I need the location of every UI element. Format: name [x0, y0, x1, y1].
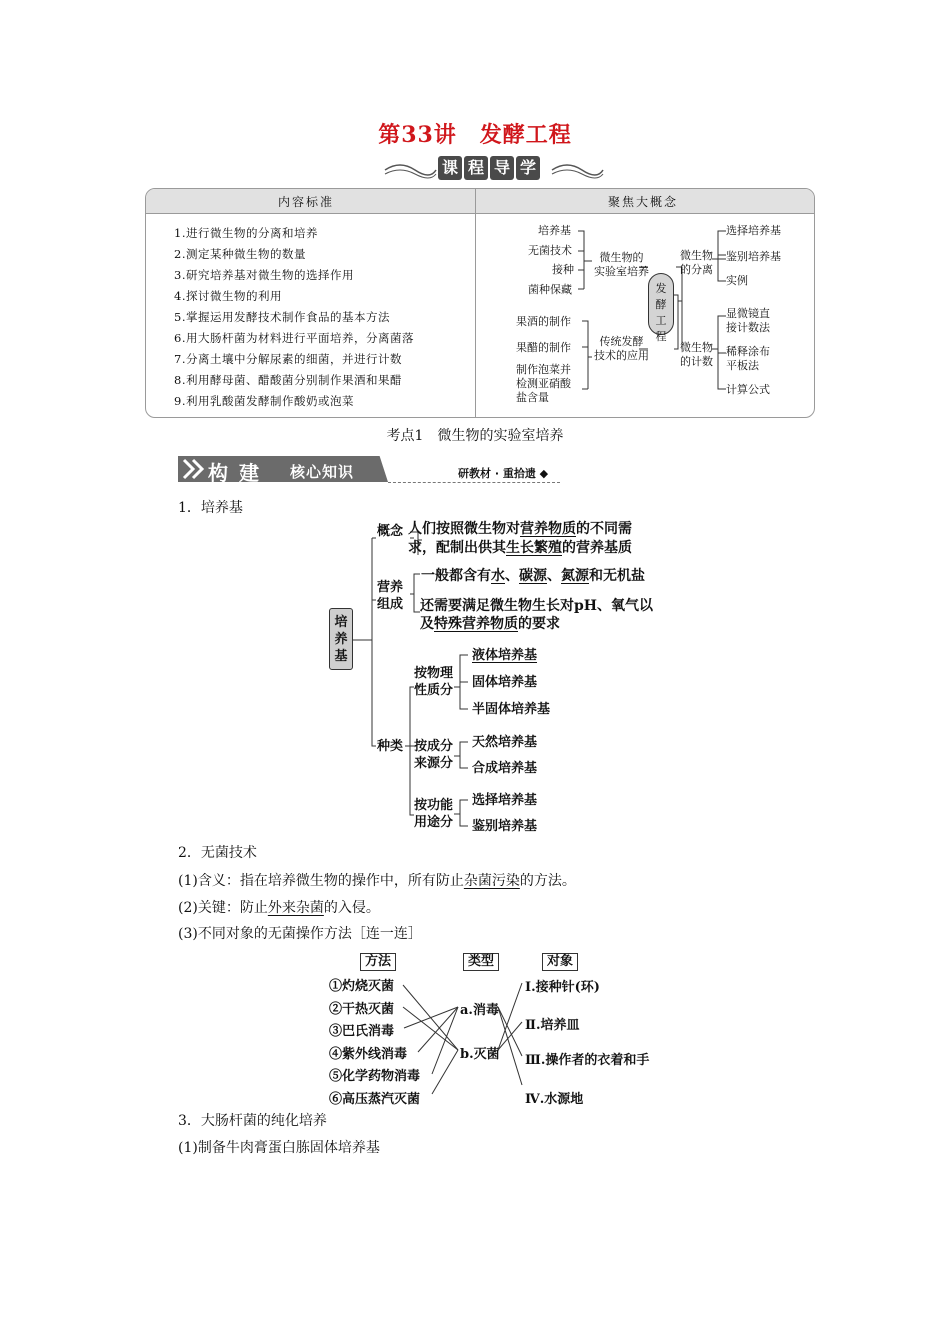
root-char: 培 [334, 615, 348, 630]
concept-text: 技术的应用 [594, 349, 649, 362]
s2-para1 [178, 870, 576, 890]
concept-selective-medium: 选择培养基 [726, 224, 781, 237]
method-item: ④紫外线消毒 [329, 1047, 408, 1062]
underlined-text: 特殊营养物质 [434, 616, 518, 632]
matching-lines [0, 970, 950, 1130]
s1-nutrition-line2: 还需要满足微生物生长对pH、氧气以 [420, 598, 654, 614]
s1-heading: 1．培养基 [178, 500, 243, 516]
underlined-text: 杂菌污染 [463, 873, 520, 889]
text-span: 、 [547, 568, 561, 584]
concept-example: 实例 [726, 274, 748, 287]
method-item: ⑥高压蒸汽灭菌 [329, 1092, 421, 1107]
concept-dilution-plate [726, 345, 770, 373]
concept-text: 稀释涂布 [726, 345, 770, 358]
s1-function-item: 选择培养基 [472, 793, 538, 808]
underlined-text: 营养物质 [520, 521, 576, 537]
concept-text: 微生物 [680, 341, 713, 354]
banner-char: 学 [516, 156, 540, 180]
label-line: 组成 [377, 597, 404, 612]
concept-culture-medium: 培养基 [538, 224, 571, 237]
label-line: 按成分 [414, 739, 454, 754]
s2-heading: 2．无菌技术 [178, 845, 257, 861]
match-header-object: 对象 [542, 953, 578, 971]
concept-vinegar: 果醋的制作 [516, 341, 571, 354]
text-span: 的不同需 [576, 521, 632, 537]
banner-char: 导 [490, 156, 514, 180]
concept-pickle [516, 363, 571, 405]
standard-item: 2.测定某种微生物的数量 [174, 247, 306, 261]
concept-separation [680, 249, 713, 277]
banner-char: 课 [438, 156, 462, 180]
bar-dashed-line [388, 482, 560, 483]
concept-text: 传统发酵 [599, 335, 644, 348]
concept-text: 酵 [655, 298, 667, 311]
s1-source-label [414, 738, 453, 772]
concept-text: 制作泡菜并 [516, 363, 571, 376]
label-line: 性质分 [414, 683, 454, 698]
standard-item: 7.分离土壤中分解尿素的细菌，并进行计数 [174, 352, 402, 366]
match-header-method: 方法 [360, 953, 396, 971]
standard-item: 8.利用酵母菌、醋酸菌分别制作果酒和果醋 [174, 373, 402, 387]
underlined-text: 外来杂菌 [267, 900, 324, 916]
object-item: Ⅰ.接种针(环) [525, 980, 600, 995]
s1-nutrition-label [377, 579, 403, 613]
text-span: 求，配制出供其 [408, 540, 506, 556]
s1-concept-label: 概念 [377, 524, 404, 539]
label-line: 按功能 [414, 798, 454, 813]
type-item: a.消毒 [460, 1003, 499, 1018]
concept-text: 程 [655, 330, 667, 343]
concept-text: 实验室培养 [594, 265, 649, 278]
standard-item: 5.掌握运用发酵技术制作食品的基本方法 [174, 310, 390, 324]
build-knowledge-bar [178, 456, 560, 486]
label-line: 来源分 [414, 756, 454, 771]
course-guide-label [438, 156, 550, 182]
s1-kind-label: 种类 [377, 739, 404, 754]
s1-physical-item: 固体培养基 [472, 675, 538, 690]
s1-concept-line2 [408, 540, 632, 557]
concept-text: 接计数法 [726, 321, 770, 334]
text-span: (1)含义：指在培养微生物的操作中，所有防止 [178, 873, 464, 889]
concept-text: 工 [655, 314, 667, 327]
s1-source-item: 合成培养基 [472, 761, 538, 776]
s1-concept-line1 [408, 521, 632, 538]
object-item: Ⅲ.操作者的衣着和手 [525, 1053, 650, 1068]
s1-physical-item: 半固体培养基 [472, 702, 551, 717]
concept-text: 的计数 [680, 355, 713, 368]
header-content-standard: 内容标准 [278, 195, 335, 209]
method-item: ⑤化学药物消毒 [329, 1069, 421, 1084]
text-span: 和无机盐 [589, 568, 645, 584]
standard-item: 6.用大肠杆菌为材料进行平面培养，分离菌落 [174, 331, 414, 345]
s3-para1: (1)制备牛肉膏蛋白胨固体培养基 [178, 1140, 380, 1156]
concept-lab-culture [594, 251, 649, 279]
s3-heading: 3．大肠杆菌的纯化培养 [178, 1113, 327, 1129]
object-item: Ⅱ.培养皿 [525, 1018, 580, 1033]
concept-traditional-fermentation [594, 335, 649, 363]
concept-counting [680, 341, 713, 369]
standard-item: 4.探讨微生物的利用 [174, 289, 282, 303]
underlined-text: 液体培养基 [472, 648, 538, 663]
method-item: ③巴氏消毒 [329, 1024, 395, 1039]
page-title: 第33讲 发酵工程 [378, 122, 572, 148]
concept-text: 微生物 [680, 249, 713, 262]
s1-physical-item [472, 647, 537, 664]
section-heading: 考点1 微生物的实验室培养 [386, 428, 564, 444]
s1-function-label [414, 797, 453, 831]
text-span: 一般都含有 [421, 568, 491, 584]
concept-text: 微生物的 [599, 251, 644, 264]
bar-subtitle: 核心知识 [290, 463, 355, 481]
concept-text: 检测亚硝酸 [516, 377, 571, 390]
root-char: 养 [334, 632, 348, 647]
concept-wine: 果酒的制作 [516, 315, 571, 328]
overview-table [145, 188, 815, 418]
s1-physical-label [414, 665, 453, 699]
concept-text: 显微镜直 [726, 307, 770, 320]
label-line: 营养 [377, 580, 404, 595]
course-guide-banner [0, 152, 950, 186]
type-item: b.灭菌 [460, 1047, 500, 1062]
concept-text: 平板法 [726, 359, 759, 372]
object-item: Ⅳ.水源地 [525, 1092, 584, 1107]
underlined-text: 生长繁殖 [506, 540, 562, 556]
banner-char: 程 [464, 156, 488, 180]
text-span: 的营养基质 [562, 540, 632, 556]
underlined-text: 碳源 [519, 568, 547, 584]
s1-nutrition-line3 [420, 616, 560, 633]
s2-para3: (3)不同对象的无菌操作方法［连一连］ [178, 926, 422, 942]
text-span: 的方法。 [519, 873, 576, 889]
concept-map-lines [146, 189, 814, 417]
text-span: 人们按照微生物对 [408, 521, 520, 537]
double-chevron-icon [180, 456, 210, 482]
bar-title: 构 建 [208, 461, 261, 485]
concept-differential-medium: 鉴别培养基 [726, 250, 781, 263]
concept-strain-storage: 菌种保藏 [528, 283, 572, 296]
underlined-text: 水 [491, 568, 505, 584]
text-span: (2)关键：防止 [178, 900, 268, 916]
concept-formula: 计算公式 [726, 383, 770, 396]
concept-text: 的分离 [680, 263, 713, 276]
standard-item: 9.利用乳酸菌发酵制作酸奶或泡菜 [174, 394, 354, 408]
s2-para2 [178, 897, 380, 917]
s1-nutrition-line1 [421, 568, 645, 585]
concept-inoculation: 接种 [552, 263, 574, 276]
standard-item: 3.研究培养基对微生物的选择作用 [174, 268, 354, 282]
method-item: ①灼烧灭菌 [329, 979, 395, 994]
bar-right-text: 研教材 · 重拾遗 ◆ [458, 467, 549, 480]
label-line: 按物理 [414, 666, 454, 681]
text-span: 的入侵。 [323, 900, 380, 916]
underlined-text: 氮源 [561, 568, 589, 584]
s1-function-item: 鉴别培养基 [472, 819, 538, 834]
concept-text: 发 [655, 282, 667, 295]
concept-text: 盐含量 [516, 391, 549, 404]
label-line: 用途分 [414, 815, 454, 830]
concept-center-fermentation [648, 273, 674, 343]
text-span: 及 [420, 616, 434, 632]
concept-aseptic-tech: 无菌技术 [528, 244, 572, 257]
standard-item: 1.进行微生物的分离和培养 [174, 226, 318, 240]
text-span: 、 [505, 568, 519, 584]
concept-microscope-count [726, 307, 770, 335]
method-item: ②干热灭菌 [329, 1002, 395, 1017]
s1-source-item: 天然培养基 [472, 735, 538, 750]
s1-root-node [329, 608, 353, 670]
text-span: 的要求 [518, 616, 560, 632]
root-char: 基 [334, 649, 348, 664]
header-big-concept: 聚焦大概念 [608, 195, 679, 209]
match-header-type: 类型 [463, 953, 499, 971]
